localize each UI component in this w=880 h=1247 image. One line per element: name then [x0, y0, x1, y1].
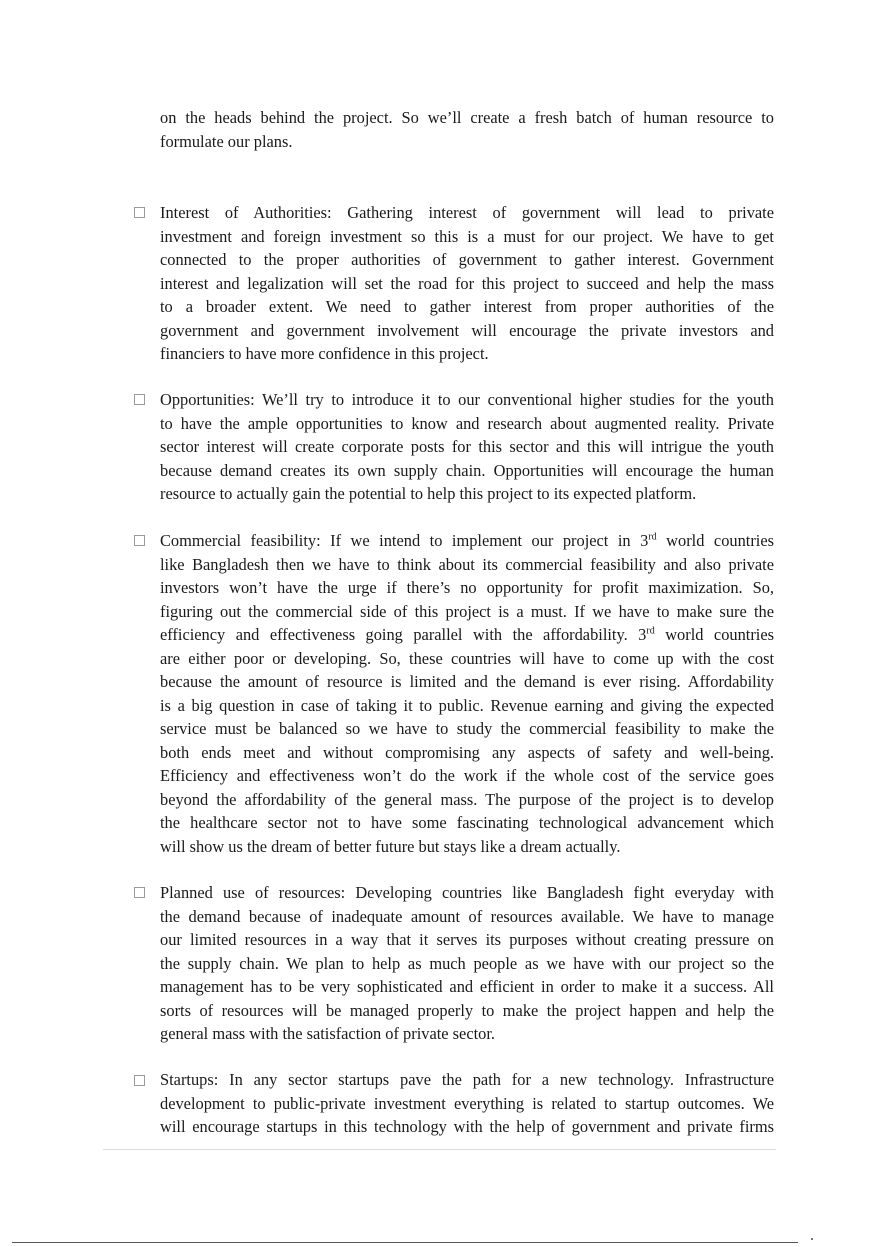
page-bottom-border: [12, 1242, 798, 1243]
text-line: investment and foreign investment so this is a must for our project. We have to get: [160, 226, 774, 246]
text-line: Planned use of resources: Developing countries like Bangladesh fight everyday with: [160, 883, 774, 902]
text-line: to a broader extent. We need to gather interest from proper authorities of the: [160, 297, 774, 316]
bullet-paragraph-planned-use-of-resources: [160, 881, 774, 1046]
intro-paragraph: [160, 106, 774, 153]
text-line: [160, 623, 774, 647]
text-line: because demand creates its own supply chain. Opportunities will encourage the human: [160, 460, 774, 480]
text-line: are either poor or developing. So, these countries will have to come up with the cost: [160, 648, 774, 668]
text-line: Efficiency and effectiveness won’t do the work if the whole cost of the service goes: [160, 766, 774, 785]
text-line: development to public-private investment everything is related to startup outcomes. We: [160, 1093, 774, 1113]
bullet-paragraph-interest-of-authorities: [160, 201, 774, 366]
page-content-divider: [103, 1149, 776, 1150]
text-line: the supply chain. We plan to help as much people as we have with our project so the: [160, 953, 774, 973]
text-line: interest and legalization will set the road for this project to succeed and help the mass: [160, 273, 774, 293]
text-line: service must be balanced so we have to study the commercial feasibility to make the: [160, 719, 774, 738]
text-line: the demand because of inadequate amount of resources available. We have to manage: [160, 906, 774, 926]
superscript: rd: [646, 625, 655, 637]
text-line: Opportunities: We’ll try to introduce it to our conventional higher studies for the youth: [160, 390, 774, 409]
text-fragment: Commercial feasibility: If we intend to implement our project in 3: [160, 531, 649, 550]
text-line: government and government involvement will encourage the private investors and: [160, 320, 774, 340]
bullet-icon: [134, 887, 145, 898]
text-line: the healthcare sector not to have some fascinating technological advancement which: [160, 813, 774, 832]
text-line: Interest of Authorities: Gathering interest of government will lead to private: [160, 203, 774, 222]
text-line: resource to actually gain the potential to help this project to its expected platform.: [160, 484, 697, 503]
text-line: on the heads behind the project. So we’ll create a fresh batch of human resource to: [160, 108, 774, 127]
text-line: beyond the affordability of the general mass. The purpose of the project is to develop: [160, 789, 774, 809]
superscript: rd: [648, 531, 657, 543]
text-line: sorts of resources will be managed properly to make the project happen and help the: [160, 1000, 774, 1020]
bullet-icon: [134, 535, 145, 546]
text-line: will encourage startups in this technology with the help of government and private firms: [160, 1117, 774, 1136]
bullet-icon: [134, 1075, 145, 1086]
text-line: [160, 529, 774, 553]
text-line: because the amount of resource is limited and the demand is ever rising. Affordability: [160, 672, 774, 691]
text-fragment: world countries: [654, 625, 774, 644]
text-line: investors won’t have the urge if there’s no opportunity for profit maximization. So,: [160, 578, 774, 597]
text-line: formulate our plans.: [160, 131, 293, 151]
bullet-paragraph-opportunities: [160, 388, 774, 506]
text-line: will show us the dream of better future but stays like a dream actually.: [160, 836, 621, 856]
text-line: connected to the proper authorities of government to gather interest. Government: [160, 250, 774, 269]
page-corner-mark: [811, 1238, 813, 1240]
text-line: both ends meet and without compromising any aspects of safety and well-being.: [160, 742, 774, 762]
text-line: is a big question in case of taking it to public. Revenue earning and giving the expected: [160, 695, 774, 715]
text-line: Startups: In any sector startups pave the path for a new technology. Infrastructure: [160, 1070, 774, 1089]
bullet-icon: [134, 394, 145, 405]
bullet-paragraph-commercial-feasibility: [160, 529, 774, 858]
text-line: to have the ample opportunities to know and research about augmented reality. Private: [160, 413, 774, 433]
bullet-paragraph-startups: [160, 1068, 774, 1139]
text-line: figuring out the commercial side of this project is a must. If we have to make sure the: [160, 601, 774, 621]
text-line: like Bangladesh then we have to think about its commercial feasibility and also private: [160, 554, 774, 574]
text-line: our limited resources in a way that it serves its purposes without creating pressure on: [160, 930, 774, 949]
bullet-icon: [134, 207, 145, 218]
text-line: sector interest will create corporate posts for this sector and this will intrigue the youth: [160, 437, 774, 456]
text-line: financiers to have more confidence in this project.: [160, 344, 489, 363]
text-line: general mass with the satisfaction of private sector.: [160, 1024, 495, 1043]
text-fragment: efficiency and effectiveness going parallel with the affordability. 3: [160, 625, 647, 644]
text-fragment: world countries: [656, 531, 775, 550]
text-line: management has to be very sophisticated and efficient in order to make it a success. All: [160, 977, 774, 996]
